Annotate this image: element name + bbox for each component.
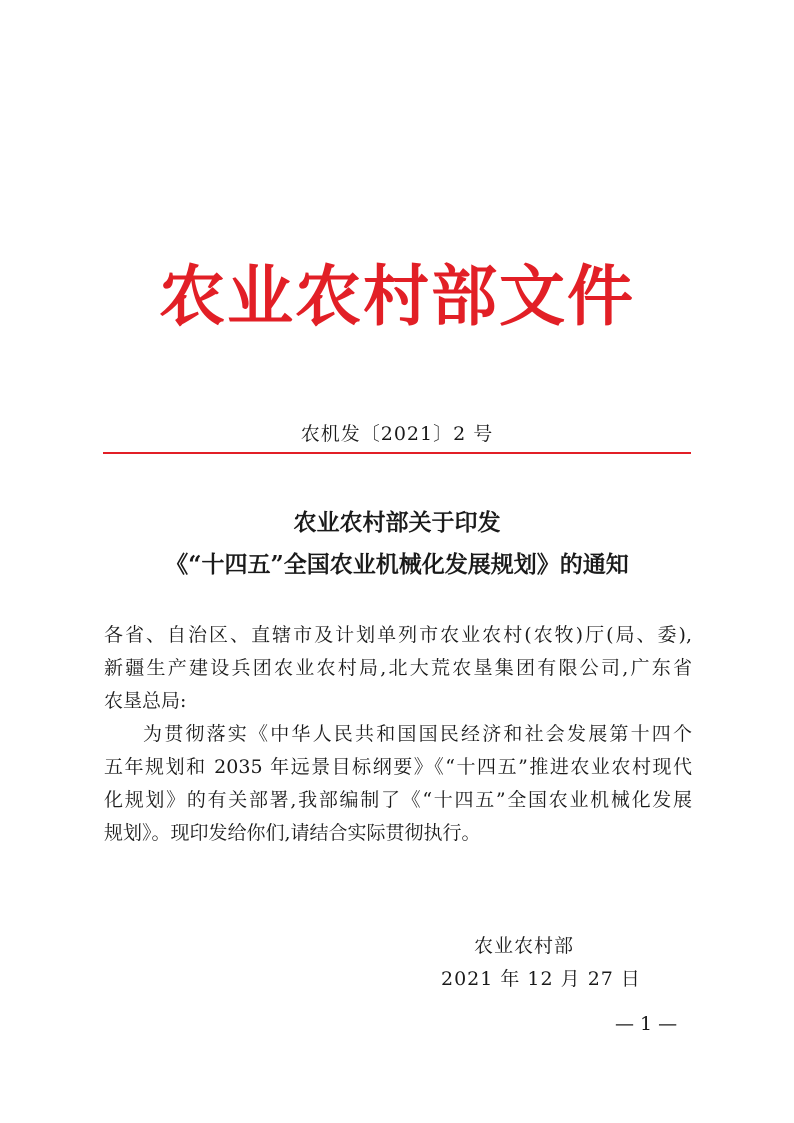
body-line-3: 农垦总局: [104,690,187,712]
notice-title-line-2: 《“十四五”全国农业机械化发展规划》的通知 [165,551,629,578]
body-line-4: 为贯彻落实《中华人民共和国国民经济和社会发展第十四个 [143,723,692,745]
page-number: — 1 — [615,1013,678,1035]
body-line-7: 规划》。现印发给你们,请结合实际贯彻执行。 [104,822,481,844]
signature-date: 2021 年 12 月 27 日 [441,968,641,990]
red-divider-line [103,452,691,454]
body-line-5: 五年规划和 2035 年远景目标纲要》《“十四五”推进农业农村现代 [104,756,692,778]
notice-title-line-1: 农业农村部关于印发 [293,509,501,536]
document-number: 农机发〔2021〕2 号 [300,423,494,445]
body-line-1: 各省、自治区、直辖市及计划单列市农业农村(农牧)厅(局、委), [104,624,692,646]
body-line-2: 新疆生产建设兵团农业农村局,北大荒农垦集团有限公司,广东省 [104,657,692,679]
document-header-title: 农业农村部文件 [159,257,635,335]
signature-issuer: 农业农村部 [474,935,575,957]
body-line-6: 化规划》的有关部署,我部编制了《“十四五”全国农业机械化发展 [104,789,692,811]
